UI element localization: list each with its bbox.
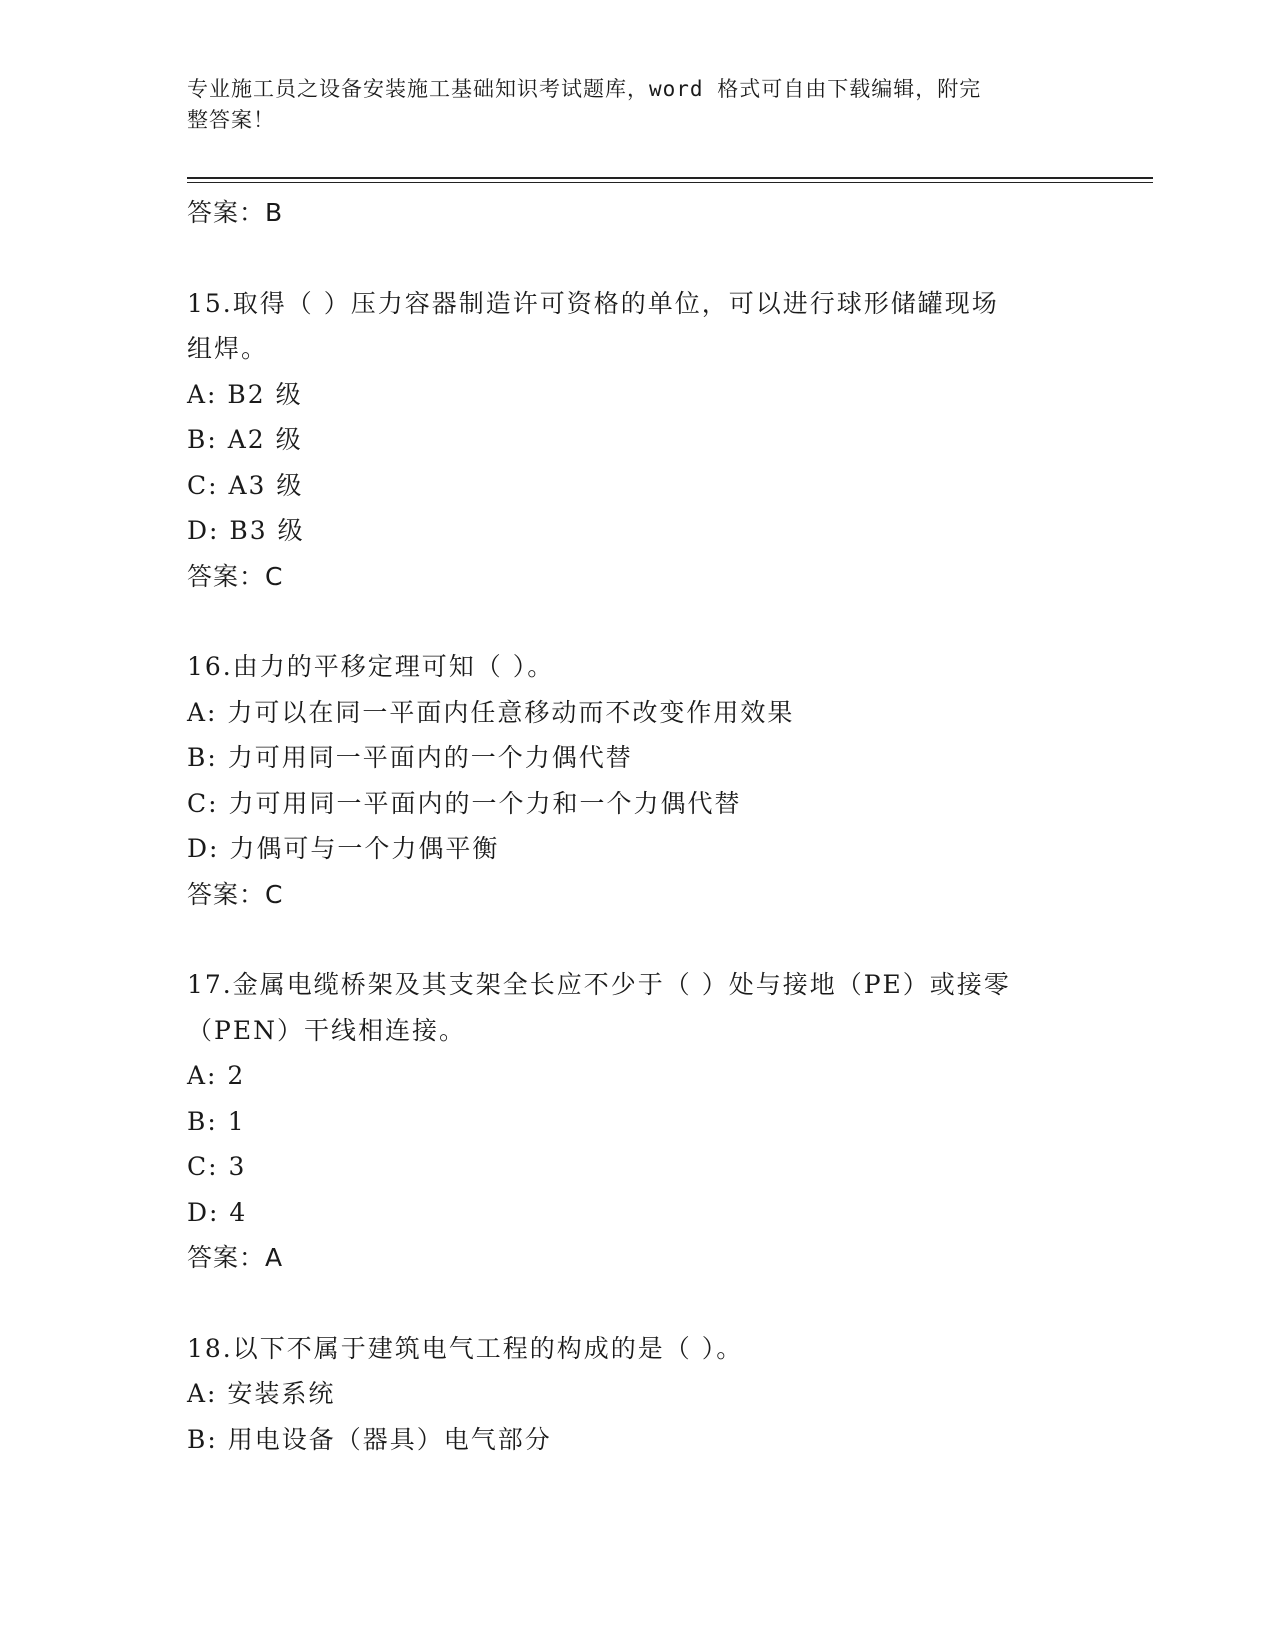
option-a: A: 2 (187, 1061, 246, 1090)
question-stem: 18.以下不属于建筑电气工程的构成的是（ ）。 (187, 1333, 744, 1363)
option-a: A: 安装系统 (187, 1379, 336, 1408)
question-16 (187, 644, 1087, 917)
option-b: B: 1 (187, 1106, 246, 1136)
option-d: D: 力偶可与一个力偶平衡 (187, 834, 500, 863)
header-line-1: 专业施工员之设备安装施工基础知识考试题库，word 格式可自由下载编辑，附完 (187, 77, 982, 101)
header-rule-thick (187, 177, 1153, 179)
answer-q14: 答案：B (187, 198, 284, 227)
answer-q15: 答案：C (187, 561, 284, 591)
question-17 (187, 962, 1087, 1281)
option-a: A: B2 级 (187, 379, 303, 409)
answer-q17: 答案：A (187, 1243, 284, 1272)
answer-q16: 答案：C (187, 879, 284, 909)
option-a: A: 力可以在同一平面内任意移动而不改变作用效果 (187, 697, 795, 727)
question-stem: 17.金属电缆桥架及其支架全长应不少于（ ）处与接地（PE）或接零 (187, 970, 1011, 999)
header-line-2: 整答案！ (187, 108, 275, 132)
question-18 (187, 1326, 1087, 1463)
option-b: B: 力可用同一平面内的一个力偶代替 (187, 743, 633, 772)
question-stem: 15.取得（ ）压力容器制造许可资格的单位，可以进行球形储罐现场 (187, 288, 999, 318)
question-stem: 组焊。 (187, 334, 269, 363)
option-c: C: 3 (187, 1152, 247, 1181)
option-d: D: B3 级 (187, 516, 305, 545)
option-d: D: 4 (187, 1197, 248, 1227)
option-b: B: 用电设备（器具）电气部分 (187, 1424, 552, 1454)
question-list (187, 190, 1087, 1462)
option-b: B: A2 级 (187, 425, 303, 454)
question-stem: （PEN）干线相连接。 (187, 1015, 466, 1045)
header-rule-thin (187, 182, 1153, 183)
option-c: C: A3 级 (187, 470, 304, 500)
option-c: C: 力可用同一平面内的一个力和一个力偶代替 (187, 788, 742, 818)
document-header (187, 74, 1067, 136)
question-15 (187, 281, 1087, 600)
question-stem: 16.由力的平移定理可知（ ）。 (187, 652, 555, 681)
